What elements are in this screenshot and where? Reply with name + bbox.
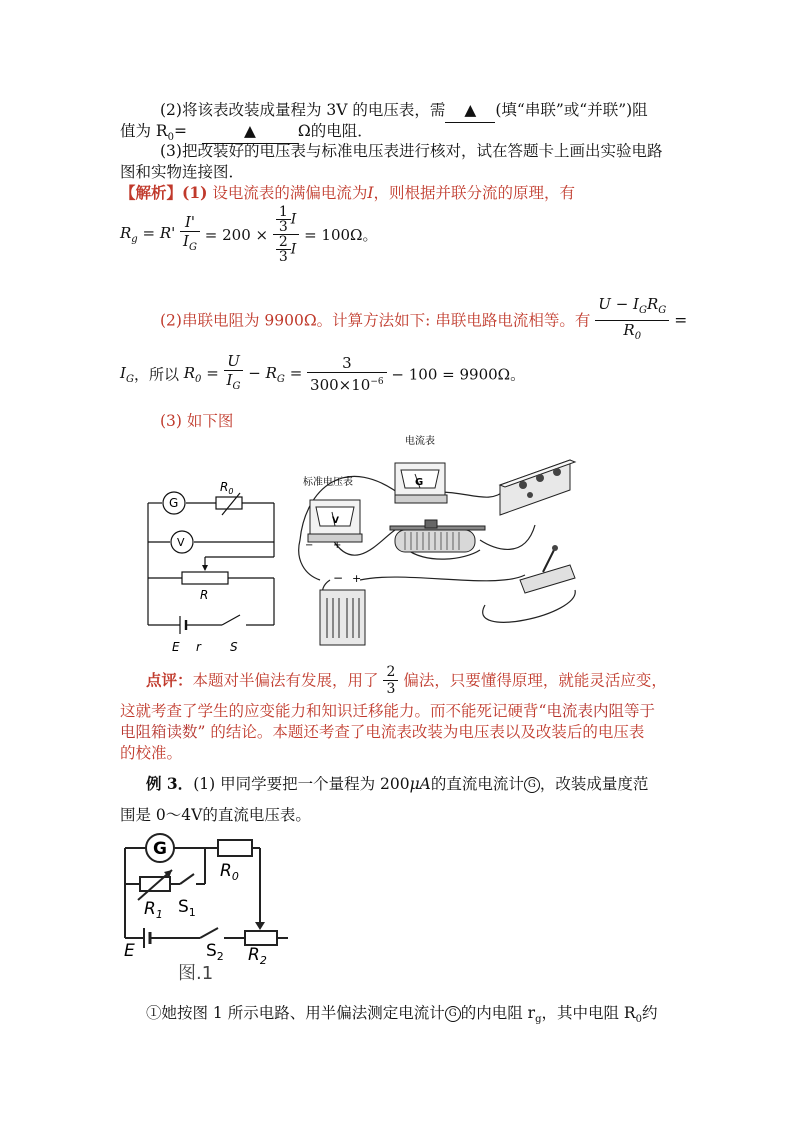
label-r: R [200, 588, 209, 602]
answer-blank-2: ▲ [202, 119, 298, 144]
fig1-label-e: E [124, 941, 135, 961]
analysis-label: 【解析】 [120, 183, 183, 202]
analysis-part-2: (2)串联电阻为 9900Ω。计算方法如下: 串联电路电流相等。有 $\frac{U - I_GR_G}{R_0}$ = [160, 295, 688, 342]
analysis-part-3: (3) 如下图 [160, 412, 234, 430]
question-2-line1: (2)将该表改装成量程为 3V 的电压表，需 ▲ (填“串联”或“并联”)阻 [160, 98, 648, 123]
fig1-label-s1: $S_1$ [178, 897, 196, 919]
voltmeter-v-label: V [332, 516, 339, 526]
answer-blank-1: ▲ [445, 98, 495, 123]
switch-device [520, 545, 575, 593]
voltmeter-plus: + [333, 540, 342, 551]
question-3-line2: 图和实物连接图． [120, 163, 245, 181]
equation-2: $I_G$，所以 $R_0$ = $\frac{U}{I_G}$ − $R_G$ = $\frac{3}{300\times 10^{-6}}$ − 100 = 9900Ω。 [120, 352, 526, 394]
label-g: G [169, 496, 179, 510]
std-voltmeter-label: 标准电压表 [303, 477, 353, 488]
comment-line4: 的校准。 [120, 744, 183, 762]
comment-line1: 点评：本题对半偏法有发展，用了 $\frac{2}{3}$ 偏法，只要懂得原理，就能灵活应变， [146, 664, 667, 697]
label-e: E [172, 640, 180, 654]
ammeter-g-label: G [415, 477, 424, 488]
fig1-label-r1: $R_1$ [144, 899, 163, 921]
question-3-line1: (3)把改装好的电压表与标准电压表进行核对，试在答题卡上画出实验电路 [160, 142, 663, 160]
ammeter-label: 电流表 [405, 436, 435, 447]
example-3-line1: 例 3．(1) 甲同学要把一个量程为 200μA的直流电流计 G ，改装成量度范 [146, 774, 649, 793]
label-r0: $R_0$ [220, 480, 234, 496]
label-s: S [230, 640, 238, 654]
voltmeter-minus: − [305, 540, 314, 551]
fig1-r0-symbol [218, 840, 252, 856]
apparatus-drawing [285, 430, 585, 660]
fig1-r2-symbol [245, 931, 277, 945]
question-2-line2: 值为 $R_0=$ ▲ Ω的电阻． [120, 119, 373, 150]
label-v: V [177, 536, 185, 549]
fig1-label-g: G [153, 839, 167, 859]
fig1-label-r0: $R_0$ [220, 861, 239, 883]
example-3-line2: 围是 0～4V的直流电压表。 [120, 806, 311, 824]
galvanometer-icon: G [524, 777, 540, 793]
fig1-caption: 图.1 [178, 963, 214, 982]
resistance-box-device [500, 460, 575, 515]
fig1-label-r2: $R_2$ [248, 945, 267, 967]
circuit-schematic [140, 475, 280, 655]
fig1-s2-symbol [200, 928, 218, 938]
example-3-label: 例 3． [146, 774, 194, 793]
switch-symbol [222, 615, 240, 625]
standard-voltmeter-device [308, 500, 362, 542]
figure-1-circuit [120, 832, 295, 982]
galvanometer-icon-2: G [445, 1006, 461, 1022]
battery-device [320, 590, 365, 645]
comment-line3: 电阻箱读数” 的结论。本题还考查了电流表改装为电压表以及改装后的电压表 [120, 723, 645, 741]
analysis-heading: 【解析】(1) 设电流表的满偏电流为I，则根据并联分流的原理，有 [120, 183, 576, 202]
battery-plus: + [352, 572, 362, 585]
rheostat-device [390, 520, 485, 552]
ammeter-device [395, 463, 447, 503]
label-small-r: r [196, 640, 201, 654]
comment-line2: 这就考查了学生的应变能力和知识迁移能力。而不能死记硬背“电流表内阻等于 [120, 702, 655, 720]
comment-label: 点评： [146, 670, 193, 690]
fig1-s1-symbol [180, 874, 194, 884]
equation-1: $R_g = R'$ $\frac{I'}{I_G}$ = 200 × $\frac{1}{3}$ I $\frac{2}{3}$ I = 100Ω。 [120, 204, 378, 265]
battery-minus: − [333, 571, 344, 585]
example-3-part-1: ①她按图 1 所示电路、用半偏法测定电流计 G 的内电阻 $r_g$，其中电阻 $R_0$约 [146, 1004, 658, 1026]
rheostat-symbol [182, 572, 228, 584]
fig1-label-s2: $S_2$ [206, 941, 224, 963]
